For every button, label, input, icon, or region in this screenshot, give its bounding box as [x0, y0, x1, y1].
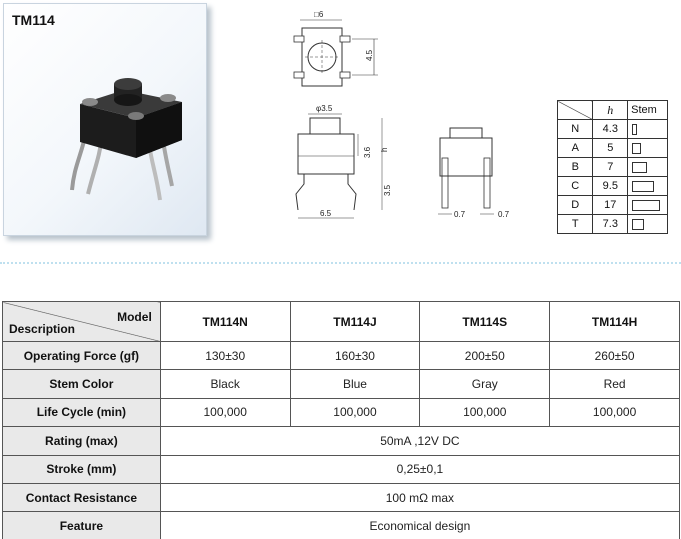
- stem-shape: [632, 200, 660, 211]
- body-height-label: 3.6: [363, 146, 372, 158]
- stem-code: T: [558, 215, 593, 234]
- stem-diameter-label: φ3.5: [316, 104, 333, 113]
- tact-switch-photo: [64, 74, 194, 204]
- table-row: [3, 483, 680, 511]
- spec-header-row: [3, 302, 680, 342]
- spec-value: Red: [550, 370, 680, 398]
- stem-shape: [632, 162, 647, 173]
- model-header-tm114n: TM114N: [160, 302, 290, 342]
- stem-h-value: 4.3: [593, 120, 628, 139]
- stem-shape-cell: [628, 139, 668, 158]
- table-row: [3, 427, 680, 455]
- leg-height-label: 3.5: [383, 184, 392, 196]
- spec-value-merged: 50mA ,12V DC: [160, 427, 679, 455]
- side-view-drawing: [432, 118, 522, 224]
- spec-value-merged: 100 mΩ max: [160, 483, 679, 511]
- spec-value-merged: Economical design: [160, 512, 679, 539]
- row-label-rating: Rating (max): [3, 427, 161, 455]
- pin-left-label: 0.7: [454, 210, 466, 219]
- model-header-tm114h: TM114H: [550, 302, 680, 342]
- stem-shape-cell: [628, 215, 668, 234]
- stem-shape: [632, 124, 637, 135]
- top-size-label: □6: [314, 10, 324, 19]
- model-label: Model: [117, 310, 152, 324]
- stem-code: N: [558, 120, 593, 139]
- spec-corner-cell: [3, 302, 161, 342]
- table-row: [558, 139, 668, 158]
- stem-code: D: [558, 196, 593, 215]
- stem-table-header-stem: Stem: [628, 101, 668, 120]
- stem-height-table: [557, 100, 668, 234]
- spec-value: Blue: [290, 370, 420, 398]
- table-row: [3, 398, 680, 426]
- stem-shape-cell: [628, 177, 668, 196]
- stem-h-value: 5: [593, 139, 628, 158]
- table-row: [558, 177, 668, 196]
- table-row: [3, 512, 680, 539]
- row-label-stroke: Stroke (mm): [3, 455, 161, 483]
- table-row: [558, 120, 668, 139]
- spec-value: 100,000: [550, 398, 680, 426]
- row-label-feature: Feature: [3, 512, 161, 539]
- table-row: [3, 342, 680, 370]
- row-label-stem-color: Stem Color: [3, 370, 161, 398]
- stem-code: C: [558, 177, 593, 196]
- stem-shape: [632, 143, 641, 154]
- stem-code: B: [558, 158, 593, 177]
- table-row: [558, 196, 668, 215]
- spec-value: 130±30: [160, 342, 290, 370]
- row-label-contact-resistance: Contact Resistance: [3, 483, 161, 511]
- model-header-tm114s: TM114S: [420, 302, 550, 342]
- table-row: [3, 370, 680, 398]
- front-view-drawing: [286, 100, 396, 224]
- stem-h-value: 7.3: [593, 215, 628, 234]
- stem-shape: [632, 181, 654, 192]
- spec-value-merged: 0,25±0,1: [160, 455, 679, 483]
- row-label-life-cycle: Life Cycle (min): [3, 398, 161, 426]
- spec-value: 200±50: [420, 342, 550, 370]
- table-row: [558, 215, 668, 234]
- spec-value: 100,000: [420, 398, 550, 426]
- stem-table-corner: [558, 101, 593, 120]
- spec-table: [2, 301, 680, 539]
- spec-value: 260±50: [550, 342, 680, 370]
- product-panel: [3, 3, 207, 236]
- stem-h-value: 9.5: [593, 177, 628, 196]
- stem-shape: [632, 219, 644, 230]
- stem-code: A: [558, 139, 593, 158]
- row-label-operating-force: Operating Force (gf): [3, 342, 161, 370]
- section-separator: [0, 262, 681, 264]
- stem-h-label: h: [380, 147, 389, 152]
- product-title: TM114: [12, 12, 55, 28]
- stem-table-header-h: h: [593, 101, 628, 120]
- width-label: 6.5: [320, 209, 332, 218]
- description-label: Description: [9, 322, 76, 336]
- table-row: [558, 158, 668, 177]
- stem-shape-cell: [628, 120, 668, 139]
- top-view-drawing: [282, 6, 392, 98]
- stem-h-value: 7: [593, 158, 628, 177]
- pin-right-label: 0.7: [498, 210, 510, 219]
- top-height-label: 4.5: [365, 49, 374, 61]
- stem-shape-cell: [628, 196, 668, 215]
- spec-value: 160±30: [290, 342, 420, 370]
- spec-value: 100,000: [160, 398, 290, 426]
- stem-h-value: 17: [593, 196, 628, 215]
- spec-value: Gray: [420, 370, 550, 398]
- spec-value: Black: [160, 370, 290, 398]
- table-row: [3, 455, 680, 483]
- model-header-tm114j: TM114J: [290, 302, 420, 342]
- spec-value: 100,000: [290, 398, 420, 426]
- stem-shape-cell: [628, 158, 668, 177]
